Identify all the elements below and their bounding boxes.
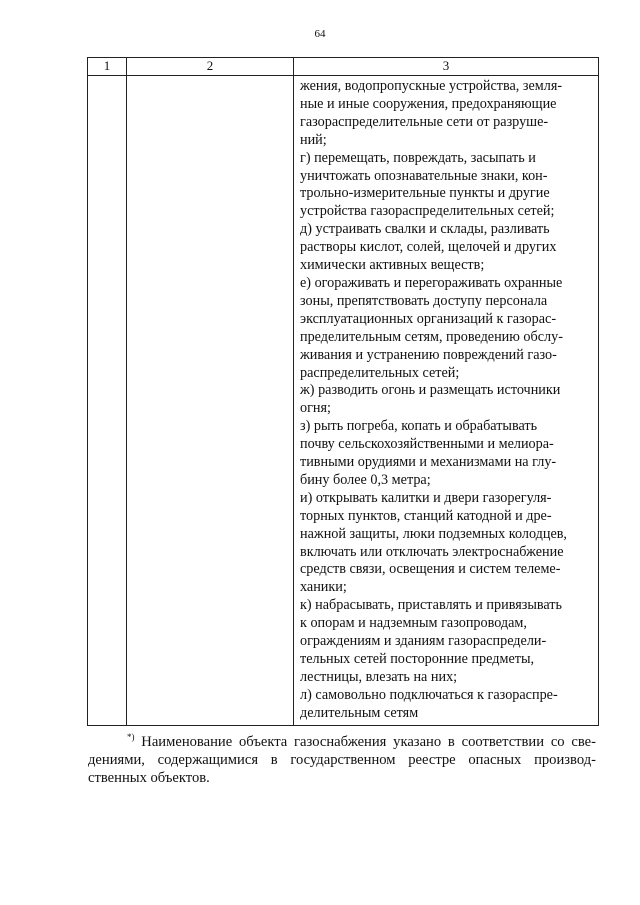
text-line: жения, водопропускные устройства, земля- [300,78,563,94]
column-header-3: 3 [294,58,599,76]
text-line: лестницы, влезать на них; [300,668,458,685]
text-line: ные и иные сооружения, предохраняющие [300,95,557,112]
text-line: д) устраивать свалки и склады, разливать [300,221,550,238]
text-line: з) рыть погреба, копать и обрабатывать [300,418,538,435]
text-line: включать или отключать электроснабжение [300,543,564,560]
table-header-row [88,58,599,76]
footnote-line-3: ственных объектов. [88,770,210,786]
text-line: делительным сетям [300,704,419,721]
text-line: ограждениям и зданиям газораспредели- [300,633,547,650]
text-line: ж) разводить огонь и размещать источники [300,382,561,399]
footnote-text-1: Наименование объекта газоснабжения указано в соответствии со све- [141,734,596,750]
footnote [88,733,596,787]
text-line: пределительным сетям, проведению обслу- [300,328,563,345]
table-cell-col2 [127,76,294,726]
text-line: эксплуатационных организаций к газорас- [300,310,557,327]
text-line: тивными орудиями и механизмами на глу- [300,454,557,471]
text-line: уничтожать опознавательные знаки, кон- [300,167,548,184]
text-line: химически активных веществ; [300,257,485,274]
regulation-table [87,57,599,726]
footnote-line-2: дениями, содержащимися в государственном реестре опасных производ- [88,752,596,768]
text-line: трольно-измерительные пункты и другие [300,185,550,202]
text-line: г) перемещать, повреждать, засыпать и [300,149,536,166]
text-line: живания и устранению повреждений газо- [300,346,557,363]
text-line: зоны, препятствовать доступу персонала [300,292,548,309]
text-line: газораспределительные сети от разруше- [300,113,549,130]
text-line: к опорам и надземным газопроводам, [300,615,527,632]
text-line: средств связи, освещения и систем телеме- [300,561,561,578]
text-line: ханики; [300,579,347,596]
text-line: нажной защиты, люки подземных колодцев, [300,525,567,542]
text-line: ний; [300,131,327,148]
text-line: и) открывать калитки и двери газорегуля- [300,489,552,506]
text-line: распределительных сетей; [300,364,460,381]
text-line: л) самовольно подключаться к газораспре- [300,686,558,703]
text-line: бину более 0,3 метра; [300,471,431,488]
text-line: растворы кислот, солей, щелочей и других [300,239,557,256]
text-line: устройства газораспределительных сетей; [300,203,555,220]
prohibitions-text [294,76,598,723]
footnote-line-1 [88,733,596,751]
table-cell-col3 [294,76,599,726]
column-header-1: 1 [88,58,127,76]
column-header-2: 2 [127,58,294,76]
table-row [88,76,599,726]
text-line: к) набрасывать, приставлять и привязывать [300,597,562,614]
text-line: огня; [300,400,331,417]
footnote-marker: *) [127,732,135,743]
text-line: почву сельскохозяйственными и мелиора- [300,436,554,453]
text-line: тельных сетей посторонние предметы, [300,651,535,667]
table-cell-col1 [88,76,127,726]
text-line: торных пунктов, станций катодной и дре- [300,507,552,524]
text-line: е) огораживать и перегораживать охранные [300,274,563,291]
page-number: 64 [314,28,326,40]
